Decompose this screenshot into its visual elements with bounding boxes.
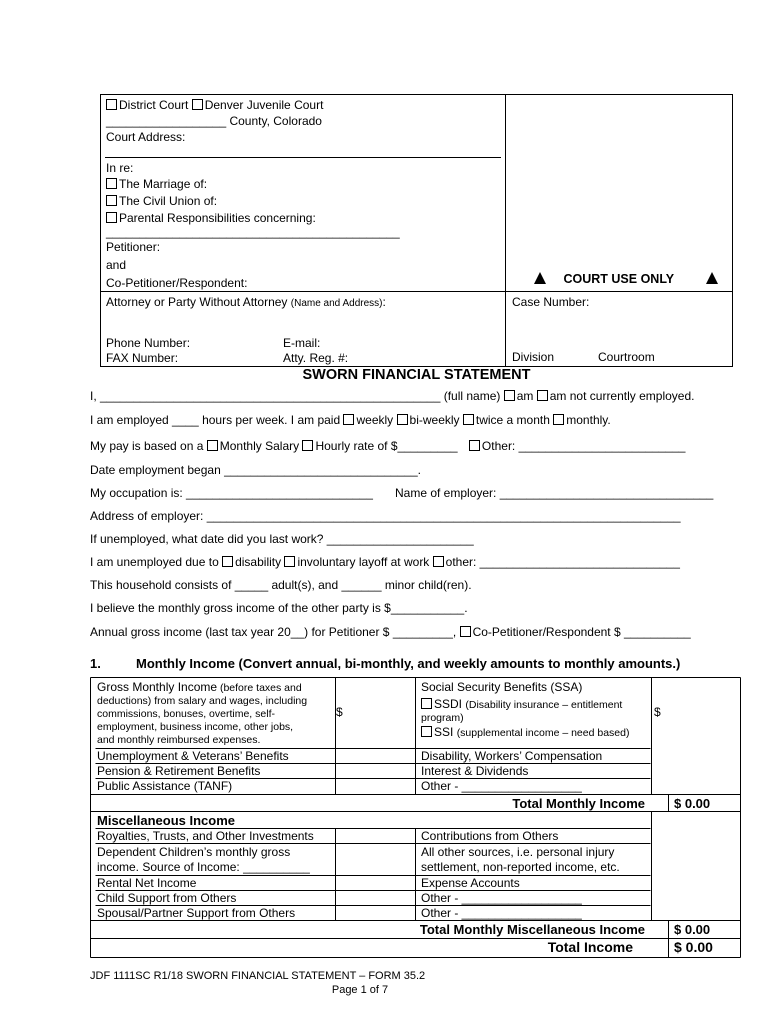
total-misc-income-value: $ 0.00 — [674, 922, 711, 937]
footer-form-id: JDF 1111SC R1/18 SWORN FINANCIAL STATEMENT – FORM 35.2 — [90, 970, 426, 982]
hours-field[interactable]: I am employed ____ hours per week. I am paid — [90, 413, 341, 427]
fax-label: FAX Number: — [106, 351, 179, 365]
section-number: 1. — [90, 656, 101, 671]
rental-income-row: Rental Net Income — [97, 876, 197, 890]
ssdi-note: (Disability insurance – entitlement — [465, 699, 623, 711]
ssa-amount[interactable]: $ — [654, 705, 661, 719]
misc-other-row[interactable]: Other - __________________ — [421, 891, 582, 905]
in-re-label: In re: — [106, 161, 134, 175]
last-work-date-field[interactable]: If unemployed, what date did you last work? ______________________ — [90, 532, 474, 546]
petitioner-label: Petitioner: — [106, 240, 161, 254]
spousal-support-row: Spousal/Partner Support from Others — [97, 906, 296, 920]
marriage-label: The Marriage of: — [119, 177, 208, 191]
misc-other-row[interactable]: Other - __________________ — [421, 906, 582, 920]
employer-address-field[interactable]: Address of employer: _______________________________________________________________________ — [90, 509, 681, 523]
attorney-colon: : — [382, 295, 386, 309]
gross-note-line: and monthly reimbursed expenses. — [97, 734, 261, 746]
layoff-label: involuntary layoff at work — [297, 555, 430, 569]
unemployment-benefits-row: Unemployment & Veterans’ Benefits — [97, 749, 289, 763]
court-address-label: Court Address: — [106, 130, 186, 144]
occupation-field[interactable]: My occupation is: ____________________________ — [90, 486, 373, 500]
co-petitioner-income-field[interactable]: Co-Petitioner/Respondent $ __________ — [472, 625, 691, 639]
civil-union-label: The Civil Union of: — [119, 194, 218, 208]
petitioner-income-field[interactable]: Annual gross income (last tax year 20__) for Petitioner $ _________, — [90, 625, 457, 639]
weekly-label: weekly — [356, 413, 394, 427]
public-assistance-row: Public Assistance (TANF) — [97, 779, 233, 793]
pay-basis-label: My pay is based on a — [90, 439, 204, 453]
gross-income-cell — [97, 681, 307, 747]
total-monthly-income-label: Total Monthly Income — [512, 796, 645, 811]
division-label: Division — [512, 350, 555, 364]
biweekly-label: bi-weekly — [409, 413, 460, 427]
phone-label: Phone Number: — [106, 336, 191, 350]
form-title: SWORN FINANCIAL STATEMENT — [302, 367, 531, 383]
ssdi-note-cont: program) — [421, 712, 464, 724]
interest-dividends-row: Interest & Dividends — [421, 764, 529, 778]
dependent-income-row — [97, 845, 329, 875]
dependent-income-line: Dependent Children’s monthly gross — [97, 845, 291, 859]
disability-comp-row: Disability, Workers’ Compensation — [421, 749, 603, 763]
hourly-rate-field[interactable]: Hourly rate of $_________ — [315, 439, 458, 453]
ssdi-label: SSDI — [434, 697, 463, 711]
employed-label: am — [516, 389, 534, 403]
monthly-salary-label: Monthly Salary — [219, 439, 300, 453]
ssi-checkbox[interactable] — [421, 726, 432, 737]
ssi-label: SSI — [434, 725, 454, 739]
ssi-note: (supplemental income – need based) — [456, 727, 630, 739]
total-misc-income-label: Total Monthly Miscellaneous Income — [419, 922, 645, 937]
misc-income-heading: Miscellaneous Income — [97, 813, 235, 828]
other-sources-line: All other sources, i.e. personal injury — [421, 845, 615, 859]
contributions-row: Contributions from Others — [421, 829, 559, 843]
ssa-title: Social Security Benefits (SSA) — [421, 680, 583, 694]
case-number-label: Case Number: — [512, 295, 590, 309]
courtroom-label: Courtroom — [598, 350, 655, 364]
gross-note-line: deductions) from salary and wages, including — [97, 695, 308, 707]
parties-blank: ____________________________________________ — [106, 225, 400, 239]
section-heading: Monthly Income (Convert annual, bi-monthly, and weekly amounts to monthly amounts.) — [136, 656, 681, 671]
employer-name-field[interactable]: Name of employer: ________________________________ — [395, 486, 714, 500]
parental-label: Parental Responsibilities concerning: — [119, 211, 316, 225]
ssa-cell — [421, 680, 629, 740]
court-use-only-label: COURT USE ONLY — [563, 272, 675, 286]
other-pay-field[interactable]: Other: _________________________ — [481, 439, 686, 453]
gross-note-line: employment, business income, other jobs, — [97, 721, 294, 733]
other-party-income-field[interactable]: I believe the monthly gross income of the other party is $___________. — [90, 601, 468, 615]
gross-income-amount[interactable]: $ — [336, 705, 343, 719]
attorney-label-text: Attorney or Party Without Attorney — [106, 295, 288, 309]
other-sources-line: settlement, non-reported income, etc. — [421, 860, 620, 874]
gross-note: (before taxes and — [219, 682, 302, 694]
other-sources-row — [421, 845, 620, 875]
total-income-value: $ 0.00 — [674, 939, 713, 955]
disability-label: disability — [235, 555, 282, 569]
child-support-row: Child Support from Others — [97, 891, 237, 905]
monthly-label: monthly. — [566, 413, 611, 427]
expense-accounts-row: Expense Accounts — [421, 876, 520, 890]
attorney-note: (Name and Address) — [290, 298, 383, 309]
ssdi-checkbox[interactable] — [421, 698, 432, 709]
atty-reg-label: Atty. Reg. #: — [283, 351, 349, 365]
and-label: and — [106, 258, 127, 272]
other-reason-field[interactable]: other: ______________________________ — [445, 555, 680, 569]
district-court-label: District Court — [119, 98, 189, 112]
email-label: E-mail: — [283, 336, 321, 350]
employment-began-field[interactable]: Date employment began _____________________________. — [90, 463, 421, 477]
total-income-label: Total Income — [547, 939, 633, 955]
unemployed-label: I am unemployed due to — [90, 555, 219, 569]
household-field[interactable]: This household consists of _____ adult(s), and ______ minor child(ren). — [90, 578, 472, 592]
not-employed-label: am not currently employed. — [549, 389, 695, 403]
twice-month-label: twice a month — [475, 413, 550, 427]
full-name-field[interactable]: I, ___________________________________________________ (full name) — [90, 389, 501, 403]
co-petitioner-label: Co-Petitioner/Respondent: — [106, 276, 248, 290]
juvenile-court-label: Denver Juvenile Court — [204, 98, 324, 112]
county-line: __________________ County, Colorado — [106, 114, 322, 128]
other-income-row[interactable]: Other - __________________ — [421, 779, 582, 793]
royalties-row: Royalties, Trusts, and Other Investments — [97, 829, 314, 843]
dependent-income-source[interactable]: income. Source of Income: __________ — [97, 860, 310, 874]
total-monthly-income-value: $ 0.00 — [674, 796, 711, 811]
gross-note-line: commissions, bonuses, overtime, self- — [97, 708, 275, 720]
gross-income-title: Gross Monthly Income — [97, 680, 218, 694]
pension-row: Pension & Retirement Benefits — [97, 764, 261, 778]
footer-page-number: Page 1 of 7 — [331, 984, 389, 996]
